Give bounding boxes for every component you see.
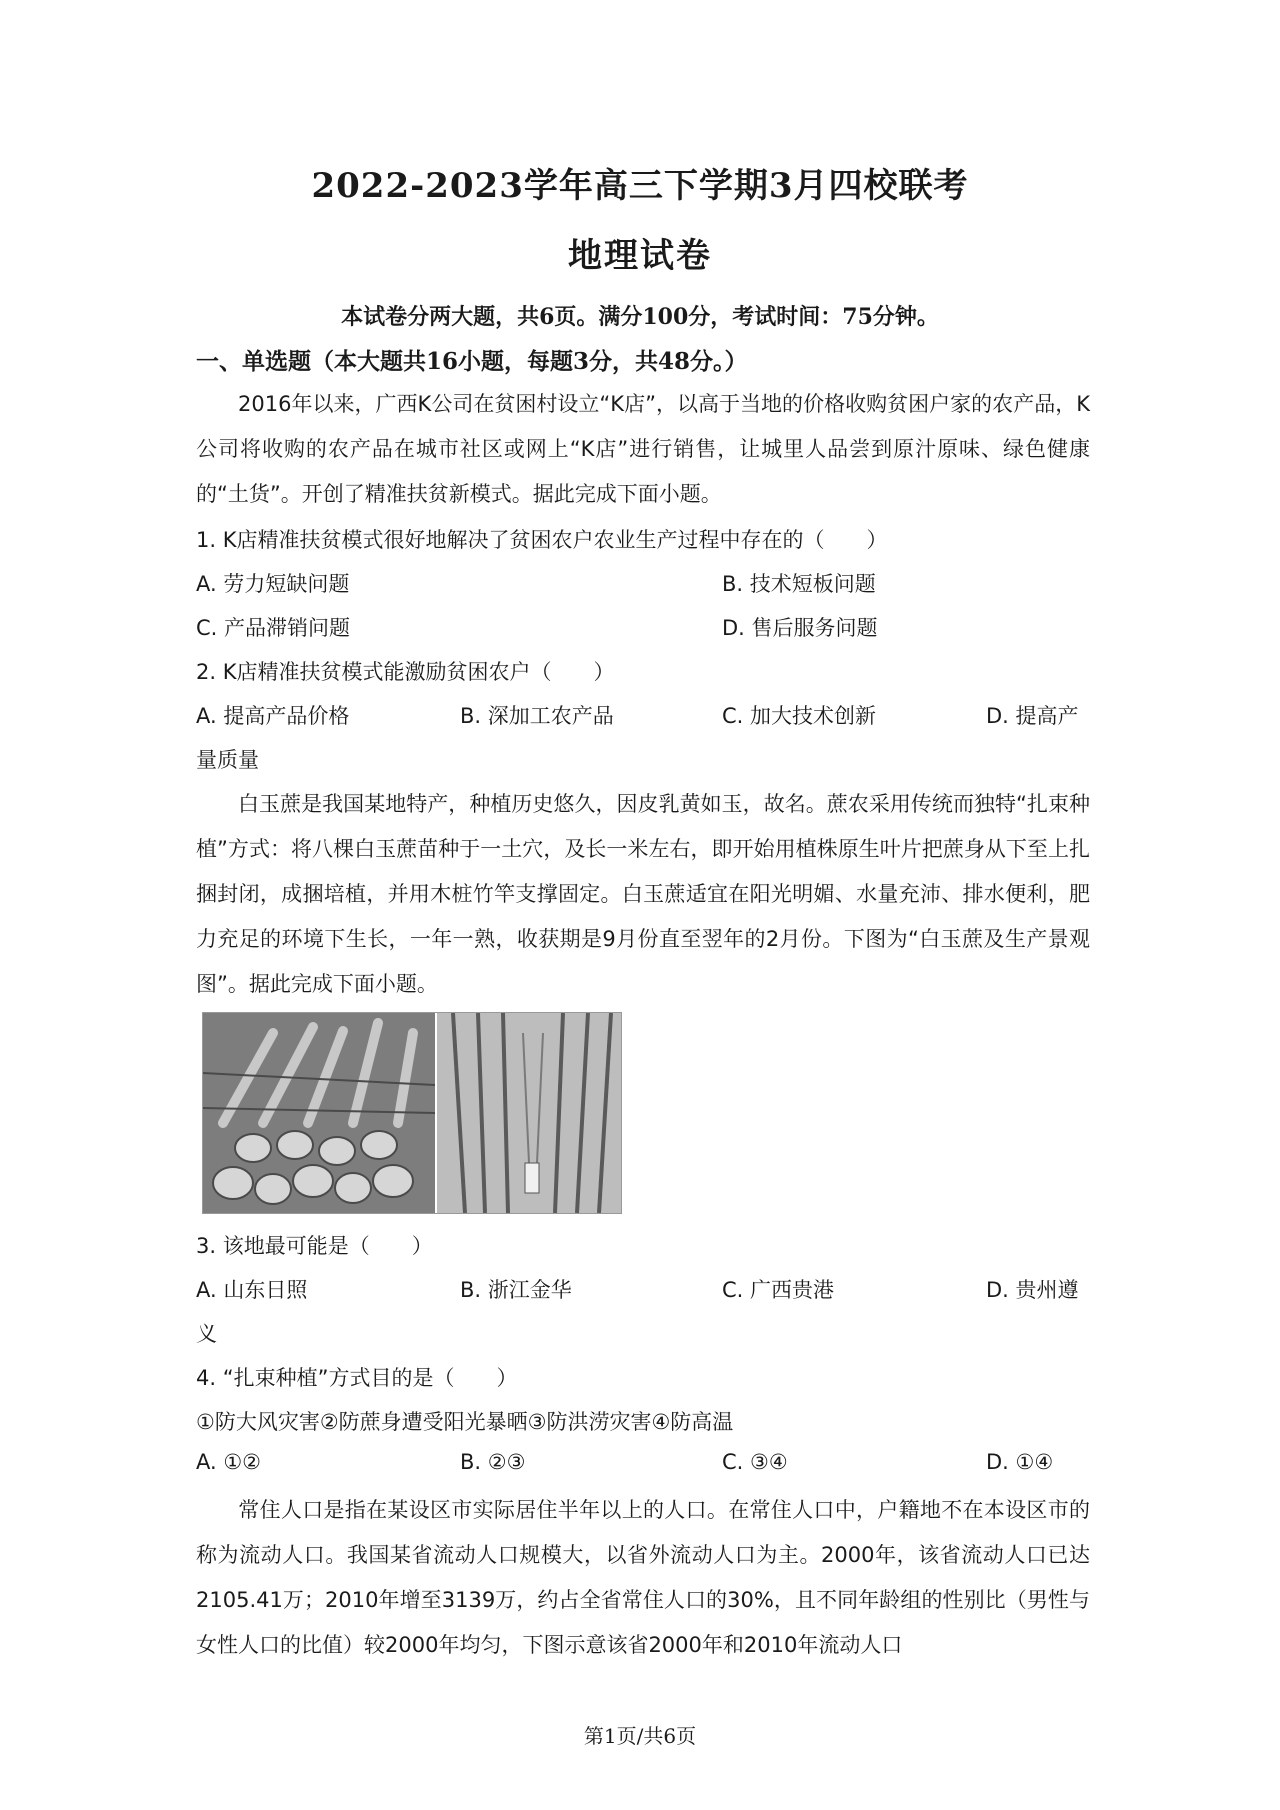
passage-1 <box>196 382 1090 517</box>
question-1-stem: 1. K店精准扶贫模式很好地解决了贫困农户农业生产过程中存在的（ ） <box>196 528 888 552</box>
q2-option-c: C. 加大技术创新 <box>722 704 877 728</box>
passage-1-text: 2016年以来，广西K公司在贫困村设立“K店”，以高于当地的价格收购贫困户家的农产品，K公司将收购的农产品在城市社区或网上“K店”进行销售，让城里人品尝到原汁原味、绿色健康的“土货”。开创了精准扶贫新模式。据此完成下面小题。 <box>196 392 1090 506</box>
section-heading: 一、单选题（本大题共16小题，每题3分，共48分。） <box>196 348 748 375</box>
q3-option-d: D. 贵州遵 <box>986 1278 1079 1302</box>
q4-option-b: B. ②③ <box>460 1450 526 1474</box>
passage-3 <box>196 1488 1090 1668</box>
q1-option-b: B. 技术短板问题 <box>722 572 876 596</box>
q3-option-c: C. 广西贵港 <box>722 1278 835 1302</box>
q2-option-b: B. 深加工农产品 <box>460 704 614 728</box>
q4-choices: ①防大风灾害②防蔗身遭受阳光暴晒③防洪涝灾害④防高温 <box>196 1410 734 1434</box>
q2-option-d: D. 提高产 <box>986 704 1079 728</box>
exam-title: 2022-2023学年高三下学期3月四校联考 <box>311 166 969 206</box>
q4-option-a: A. ①② <box>196 1450 261 1474</box>
q1-option-c: C. 产品滞销问题 <box>196 616 351 640</box>
q4-option-c: C. ③④ <box>722 1450 788 1474</box>
q2-option-a: A. 提高产品价格 <box>196 704 350 728</box>
q1-option-d: D. 售后服务问题 <box>722 616 878 640</box>
passage-3-text: 常住人口是指在某设区市实际居住半年以上的人口。在常住人口中，户籍地不在本设区市的称为流动人口。我国某省流动人口规模大，以省外流动人口为主。2000年，该省流动人口已达2105.41万；2010年增至3139万，约占全省常住人口的30%，且不同年龄组的性别比（男性与女性人口的比值）较2000年均匀，下图示意该省2000年和2010年流动人口 <box>196 1498 1090 1657</box>
question-3-stem: 3. 该地最可能是（ ） <box>196 1234 433 1258</box>
q3-option-b: B. 浙江金华 <box>460 1278 572 1302</box>
sugarcane-landscape-photo <box>202 1012 622 1214</box>
question-2-stem: 2. K店精准扶贫模式能激励贫困农户（ ） <box>196 660 615 684</box>
passage-2-text: 白玉蔗是我国某地特产，种植历史悠久，因皮乳黄如玉，故名。蔗农采用传统而独特“扎束种植”方式：将八棵白玉蔗苗种于一土穴，及长一米左右，即开始用植株原生叶片把蔗身从下至上扎捆封闭，成捆培植，并用木桩竹竿支撑固定。白玉蔗适宜在阳光明媚、水量充沛、排水便利，肥力充足的环境下生长，一年一熟，收获期是9月份直至翌年的2月份。下图为“白玉蔗及生产景观图”。据此完成下面小题。 <box>196 792 1090 996</box>
q4-option-d: D. ①④ <box>986 1450 1054 1474</box>
subject-title: 地理试卷 <box>568 236 712 276</box>
question-4-stem: 4. “扎束种植”方式目的是（ ） <box>196 1366 518 1390</box>
passage-2 <box>196 782 1090 1007</box>
q2-option-d-wrap: 量质量 <box>196 748 259 772</box>
exam-meta: 本试卷分两大题，共6页。满分100分，考试时间：75分钟。 <box>341 304 939 330</box>
page-footer: 第1页/共6页 <box>583 1724 697 1748</box>
q3-option-a: A. 山东日照 <box>196 1278 308 1302</box>
sugarcane-photo-illustration <box>203 1013 621 1213</box>
q3-option-d-wrap: 义 <box>196 1322 217 1346</box>
q1-option-a: A. 劳力短缺问题 <box>196 572 350 596</box>
